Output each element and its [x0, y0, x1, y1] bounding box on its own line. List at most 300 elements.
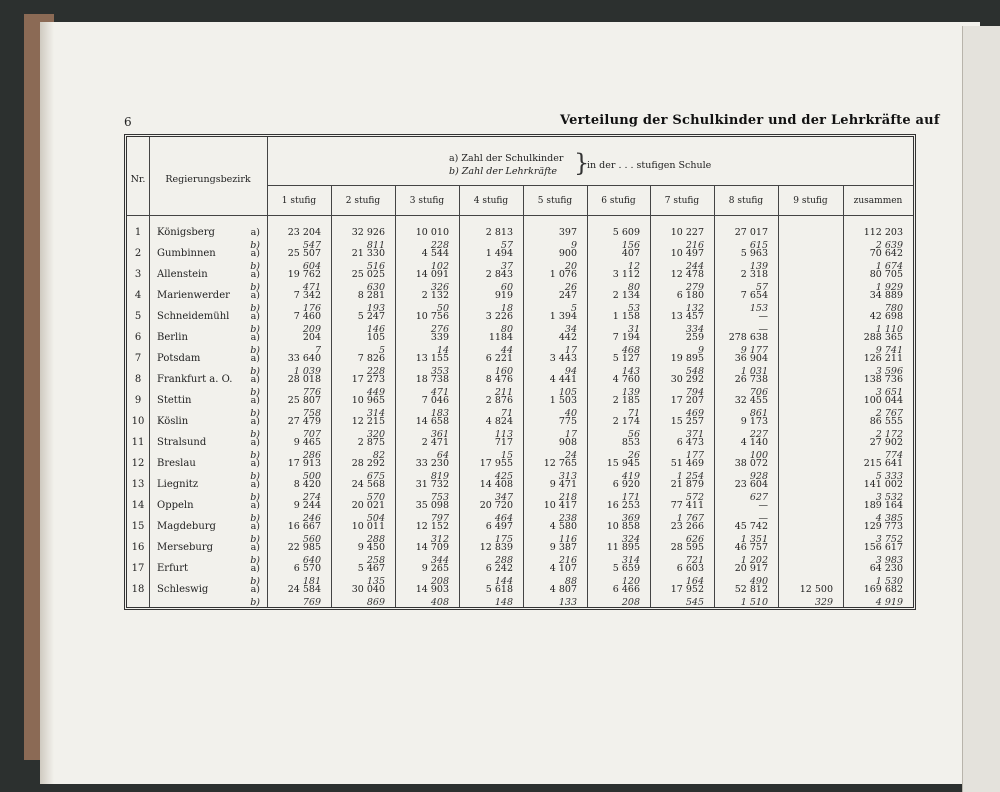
value-teachers: 18: [500, 303, 513, 314]
value-pupils: 5 609: [612, 227, 640, 238]
header-group-a: a) Zahl der Schulkinder: [449, 153, 564, 164]
value-pupils: 33 640: [287, 353, 321, 364]
value-pupils: 25 507: [287, 248, 321, 259]
value-teachers: 640: [302, 555, 321, 566]
value-pupils: 1 494: [485, 248, 513, 259]
value-pupils: 21 879: [670, 479, 704, 490]
value-teachers: 37: [500, 261, 513, 272]
value-pupils: 12 500: [799, 584, 833, 595]
value-teachers: 40: [564, 408, 577, 419]
value-teachers: 244: [685, 261, 704, 272]
value-teachers: 50: [436, 303, 449, 314]
value-teachers: 5: [378, 345, 385, 356]
value-pupils: 8 281: [357, 290, 385, 301]
value-pupils: 7 654: [740, 290, 768, 301]
row-label-b: b): [250, 450, 260, 461]
value-pupils: 7 460: [293, 311, 321, 322]
value-pupils: 17 207: [670, 395, 704, 406]
value-pupils: 20 021: [351, 500, 385, 511]
value-teachers: 344: [430, 555, 449, 566]
value-teachers: 334: [685, 324, 704, 335]
district-name: Erfurt: [157, 563, 189, 574]
value-teachers: 504: [366, 513, 385, 524]
row-number: 4: [134, 290, 142, 301]
value-pupils: 5 247: [357, 311, 385, 322]
row-label-a: a): [250, 332, 260, 343]
value-pupils: 80 705: [869, 269, 903, 280]
value-pupils: 17 273: [351, 374, 385, 385]
row-label-b: b): [250, 555, 260, 566]
value-pupils: 10 227: [670, 227, 704, 238]
value-teachers: 156: [621, 240, 640, 251]
value-teachers: 105: [558, 387, 577, 398]
value-teachers: 274: [302, 492, 321, 503]
value-pupils: 10 010: [415, 227, 449, 238]
value-teachers: 3 983: [875, 555, 903, 566]
row-number: 6: [134, 332, 142, 343]
value-pupils: 46 757: [734, 542, 768, 553]
value-pupils: 1184: [488, 332, 513, 343]
row-label-a: a): [250, 353, 260, 364]
value-pupils: 2 185: [612, 395, 640, 406]
value-pupils: 339: [430, 332, 449, 343]
value-pupils: 6 497: [485, 521, 513, 532]
value-teachers: 148: [494, 597, 513, 608]
value-teachers: 1 767: [676, 513, 704, 524]
value-teachers: 1 031: [740, 366, 768, 377]
row-label-b: b): [250, 471, 260, 482]
value-pupils: 1 503: [549, 395, 577, 406]
value-pupils: 86 555: [869, 416, 903, 427]
row-label-a: a): [250, 479, 260, 490]
value-teachers: 1 202: [740, 555, 768, 566]
row-number: 3: [134, 269, 142, 280]
value-teachers: 758: [302, 408, 321, 419]
value-teachers: 133: [558, 597, 577, 608]
value-pupils: 30 292: [670, 374, 704, 385]
value-teachers: 627: [749, 492, 768, 503]
header-brace: }: [574, 149, 590, 177]
value-teachers: 211: [494, 387, 513, 398]
value-pupils: 138 736: [863, 374, 903, 385]
page-heading: Verteilung der Schulkinder und der Lehrkräfte auf: [560, 113, 940, 128]
row-number: 12: [131, 458, 145, 469]
row-label-b: b): [250, 408, 260, 419]
value-teachers: 707: [302, 429, 321, 440]
value-pupils: 17 952: [670, 584, 704, 595]
value-teachers: 53: [627, 303, 640, 314]
value-pupils: 189 164: [863, 500, 903, 511]
value-pupils: 2 318: [740, 269, 768, 280]
value-teachers: 604: [302, 261, 321, 272]
value-pupils: 28 595: [670, 542, 704, 553]
value-teachers: 228: [366, 366, 385, 377]
value-pupils: 20 917: [734, 563, 768, 574]
value-teachers: 208: [621, 597, 640, 608]
row-label-b: b): [250, 387, 260, 398]
district-name: Frankfurt a. O.: [157, 374, 233, 385]
value-pupils: 7 826: [357, 353, 385, 364]
value-teachers: 314: [621, 555, 640, 566]
row-label-a: a): [250, 248, 260, 259]
value-teachers: 209: [302, 324, 321, 335]
value-pupils: 10 417: [543, 500, 577, 511]
value-teachers: 1 039: [293, 366, 321, 377]
value-pupils: 6 920: [612, 479, 640, 490]
value-teachers: 177: [685, 450, 704, 461]
value-pupils: 259: [685, 332, 704, 343]
value-teachers: 20: [564, 261, 577, 272]
value-teachers: 464: [494, 513, 513, 524]
value-pupils: 853: [621, 437, 640, 448]
value-pupils: 42 698: [869, 311, 903, 322]
district-name: Marienwerder: [157, 290, 230, 301]
value-pupils: 2 843: [485, 269, 513, 280]
value-pupils: 919: [494, 290, 513, 301]
value-teachers: 279: [685, 282, 704, 293]
value-teachers: 675: [366, 471, 385, 482]
value-pupils: 2 132: [421, 290, 449, 301]
value-teachers: 425: [494, 471, 513, 482]
value-teachers: 408: [430, 597, 449, 608]
value-teachers: 500: [302, 471, 321, 482]
value-teachers: 9 741: [875, 345, 903, 356]
value-teachers: 324: [621, 534, 640, 545]
value-pupils: 4 807: [549, 584, 577, 595]
value-teachers: 164: [685, 576, 704, 587]
district-name: Potsdam: [157, 353, 201, 364]
value-teachers: 615: [749, 240, 768, 251]
value-pupils: 10 858: [606, 521, 640, 532]
value-pupils: 64 230: [869, 563, 903, 574]
value-teachers: 780: [884, 303, 903, 314]
district-name: Magdeburg: [157, 521, 216, 532]
value-teachers: 314: [366, 408, 385, 419]
value-teachers: 258: [366, 555, 385, 566]
value-teachers: 471: [302, 282, 321, 293]
value-pupils: 1 394: [549, 311, 577, 322]
value-teachers: 753: [430, 492, 449, 503]
value-teachers: 139: [621, 387, 640, 398]
header-nr: Nr.: [130, 174, 146, 185]
value-teachers: 312: [430, 534, 449, 545]
value-teachers: 71: [627, 408, 640, 419]
value-teachers: 171: [621, 492, 640, 503]
value-teachers: 160: [494, 366, 513, 377]
value-pupils: 7 046: [421, 395, 449, 406]
value-pupils: 6 603: [676, 563, 704, 574]
value-pupils: 900: [558, 248, 577, 259]
row-label-a: a): [250, 542, 260, 553]
value-pupils: 14 903: [415, 584, 449, 595]
value-teachers: 238: [558, 513, 577, 524]
value-teachers: 1 530: [875, 576, 903, 587]
value-pupils: 8 420: [293, 479, 321, 490]
row-label-a: a): [250, 311, 260, 322]
value-teachers: 516: [366, 261, 385, 272]
row-number: 9: [134, 395, 142, 406]
value-pupils: 24 568: [351, 479, 385, 490]
value-teachers: 24: [564, 450, 577, 461]
value-pupils: 1 076: [549, 269, 577, 280]
value-teachers: 57: [755, 282, 768, 293]
header-rule: [127, 215, 913, 216]
row-number: 2: [134, 248, 142, 259]
value-teachers: 64: [436, 450, 449, 461]
row-label-b: b): [250, 366, 260, 377]
value-pupils: 12 839: [479, 542, 513, 553]
value-teachers: 361: [430, 429, 449, 440]
value-teachers: 7: [314, 345, 321, 356]
value-teachers: 44: [500, 345, 513, 356]
value-pupils: 45 742: [734, 521, 768, 532]
value-teachers: 57: [500, 240, 513, 251]
value-teachers: 1 674: [875, 261, 903, 272]
value-pupils: 77 411: [670, 500, 704, 511]
value-pupils: 26 738: [734, 374, 768, 385]
value-pupils: 10 965: [351, 395, 385, 406]
value-teachers: —: [758, 513, 768, 524]
value-pupils: 15 945: [606, 458, 640, 469]
value-teachers: 9 177: [740, 345, 768, 356]
row-label-b: b): [250, 534, 260, 545]
value-pupils: 2 174: [612, 416, 640, 427]
value-pupils: 8 476: [485, 374, 513, 385]
row-number: 18: [131, 584, 145, 595]
value-teachers: 3 532: [875, 492, 903, 503]
value-teachers: 286: [302, 450, 321, 461]
district-name: Oppeln: [157, 500, 194, 511]
row-label-a: a): [250, 521, 260, 532]
value-teachers: 153: [749, 303, 768, 314]
row-number: 13: [131, 479, 145, 490]
value-pupils: 4 140: [740, 437, 768, 448]
value-teachers: 928: [749, 471, 768, 482]
value-pupils: 9 465: [293, 437, 321, 448]
value-teachers: 26: [627, 450, 640, 461]
value-teachers: 369: [621, 513, 640, 524]
value-pupils: —: [758, 500, 768, 511]
value-pupils: 35 098: [415, 500, 449, 511]
header-group-b: b) Zahl der Lehrkräfte: [449, 166, 558, 177]
value-teachers: 56: [627, 429, 640, 440]
column-header: 8 stufig: [728, 196, 764, 206]
row-label-b: b): [250, 492, 260, 503]
value-pupils: 27 479: [287, 416, 321, 427]
value-pupils: 3 112: [612, 269, 640, 280]
value-pupils: 25 025: [351, 269, 385, 280]
value-pupils: 112 203: [863, 227, 903, 238]
value-pupils: 17 955: [479, 458, 513, 469]
value-teachers: 419: [621, 471, 640, 482]
value-pupils: 4 107: [549, 563, 577, 574]
value-pupils: 22 985: [287, 542, 321, 553]
value-teachers: 216: [685, 240, 704, 251]
value-pupils: 38 072: [734, 458, 768, 469]
value-pupils: 19 895: [670, 353, 704, 364]
value-pupils: 6 466: [612, 584, 640, 595]
row-label-b: b): [250, 240, 260, 251]
value-teachers: 353: [430, 366, 449, 377]
value-pupils: 23 604: [734, 479, 768, 490]
value-pupils: 4 580: [549, 521, 577, 532]
value-teachers: 88: [564, 576, 577, 587]
value-teachers: 113: [494, 429, 513, 440]
value-pupils: 278 638: [728, 332, 768, 343]
district-name: Stettin: [157, 395, 192, 406]
value-teachers: 2 172: [875, 429, 903, 440]
value-pupils: 6 221: [485, 353, 513, 364]
value-pupils: 27 902: [869, 437, 903, 448]
value-pupils: 5 618: [485, 584, 513, 595]
column-header: 7 stufig: [664, 196, 700, 206]
district-name: Königsberg: [157, 227, 215, 238]
value-pupils: 32 926: [351, 227, 385, 238]
value-pupils: 6 473: [676, 437, 704, 448]
value-pupils: 9 173: [740, 416, 768, 427]
value-teachers: 175: [494, 534, 513, 545]
value-teachers: 449: [366, 387, 385, 398]
value-pupils: 51 469: [670, 458, 704, 469]
value-pupils: 1 158: [612, 311, 640, 322]
value-pupils: 25 807: [287, 395, 321, 406]
row-label-b: b): [250, 282, 260, 293]
value-pupils: 10 756: [415, 311, 449, 322]
value-teachers: 276: [430, 324, 449, 335]
value-teachers: 116: [558, 534, 577, 545]
row-label-a: a): [250, 584, 260, 595]
value-teachers: 216: [558, 555, 577, 566]
value-pupils: 9 244: [293, 500, 321, 511]
value-pupils: 16 667: [287, 521, 321, 532]
row-number: 10: [131, 416, 145, 427]
value-teachers: 143: [621, 366, 640, 377]
value-pupils: 14 658: [415, 416, 449, 427]
column-header: 6 stufig: [601, 196, 636, 206]
value-teachers: 94: [564, 366, 577, 377]
value-teachers: 776: [302, 387, 321, 398]
value-pupils: 24 584: [287, 584, 321, 595]
value-teachers: 31: [627, 324, 640, 335]
row-number: 17: [131, 563, 145, 574]
value-teachers: 3 752: [875, 534, 903, 545]
value-pupils: 17 913: [287, 458, 321, 469]
value-teachers: 82: [372, 450, 385, 461]
value-pupils: 397: [558, 227, 577, 238]
value-pupils: 4 760: [612, 374, 640, 385]
value-teachers: 17: [564, 345, 577, 356]
row-label-a: a): [250, 374, 260, 385]
value-teachers: 326: [430, 282, 449, 293]
district-name: Merseburg: [157, 542, 214, 553]
row-label-a: a): [250, 437, 260, 448]
column-header: 2 stufig: [345, 196, 381, 206]
district-name: Schneidemühl: [157, 311, 230, 322]
value-pupils: 19 762: [287, 269, 321, 280]
value-teachers: 102: [430, 261, 449, 272]
district-name: Breslau: [157, 458, 196, 469]
value-teachers: 1 929: [875, 282, 903, 293]
value-teachers: —: [758, 324, 768, 335]
value-pupils: 30 040: [351, 584, 385, 595]
value-pupils: 9 471: [549, 479, 577, 490]
value-pupils: 52 812: [734, 584, 768, 595]
row-label-b: b): [250, 261, 260, 272]
value-pupils: 2 813: [485, 227, 513, 238]
value-pupils: 4 441: [549, 374, 577, 385]
value-pupils: 70 642: [869, 248, 903, 259]
value-pupils: 129 773: [863, 521, 903, 532]
value-teachers: 861: [749, 408, 768, 419]
value-teachers: 1 254: [676, 471, 704, 482]
value-teachers: 227: [749, 429, 768, 440]
column-header: zusammen: [853, 196, 903, 206]
value-teachers: 3 596: [875, 366, 903, 377]
value-pupils: 10 497: [670, 248, 704, 259]
value-teachers: 347: [494, 492, 513, 503]
row-label-a: a): [250, 227, 260, 238]
row-label-b: b): [250, 345, 260, 356]
value-pupils: 2 875: [357, 437, 385, 448]
value-pupils: 126 211: [863, 353, 903, 364]
value-teachers: 811: [366, 240, 385, 251]
value-pupils: 775: [558, 416, 577, 427]
value-teachers: 139: [749, 261, 768, 272]
value-pupils: 27 017: [734, 227, 768, 238]
value-pupils: 6 570: [293, 563, 321, 574]
value-pupils: 169 682: [863, 584, 903, 595]
value-pupils: 156 617: [863, 542, 903, 553]
value-pupils: 32 455: [734, 395, 768, 406]
value-teachers: 490: [749, 576, 768, 587]
value-teachers: 769: [302, 597, 321, 608]
header-group-rest: in der . . . stufigen Schule: [587, 160, 712, 171]
page-number: 6: [124, 115, 132, 129]
value-teachers: 4 919: [875, 597, 903, 608]
row-label-a: a): [250, 416, 260, 427]
row-label-a: a): [250, 395, 260, 406]
value-teachers: 15: [500, 450, 513, 461]
row-label-a: a): [250, 290, 260, 301]
value-teachers: 721: [685, 555, 704, 566]
header-district: Regierungsbezirk: [165, 174, 251, 185]
row-label-b: b): [250, 576, 260, 587]
value-teachers: 329: [814, 597, 833, 608]
row-number: 5: [134, 311, 142, 322]
value-teachers: 176: [302, 303, 321, 314]
row-number: 15: [131, 521, 145, 532]
value-pupils: 5 467: [357, 563, 385, 574]
value-teachers: 60: [500, 282, 513, 293]
value-pupils: 18 738: [415, 374, 449, 385]
value-teachers: 471: [430, 387, 449, 398]
value-teachers: 183: [430, 408, 449, 419]
value-teachers: 468: [621, 345, 640, 356]
value-pupils: 6 242: [485, 563, 513, 574]
value-teachers: 228: [430, 240, 449, 251]
value-pupils: 13 457: [670, 311, 704, 322]
value-pupils: 5 127: [612, 353, 640, 364]
header-group-title: [427, 149, 757, 181]
value-pupils: 34 889: [869, 290, 903, 301]
value-pupils: 13 155: [415, 353, 449, 364]
value-pupils: 11 895: [606, 542, 640, 553]
value-pupils: 15 257: [670, 416, 704, 427]
value-teachers: 869: [366, 597, 385, 608]
column-header: 9 stufig: [793, 196, 828, 206]
value-teachers: 100: [749, 450, 768, 461]
value-teachers: 1 510: [740, 597, 768, 608]
